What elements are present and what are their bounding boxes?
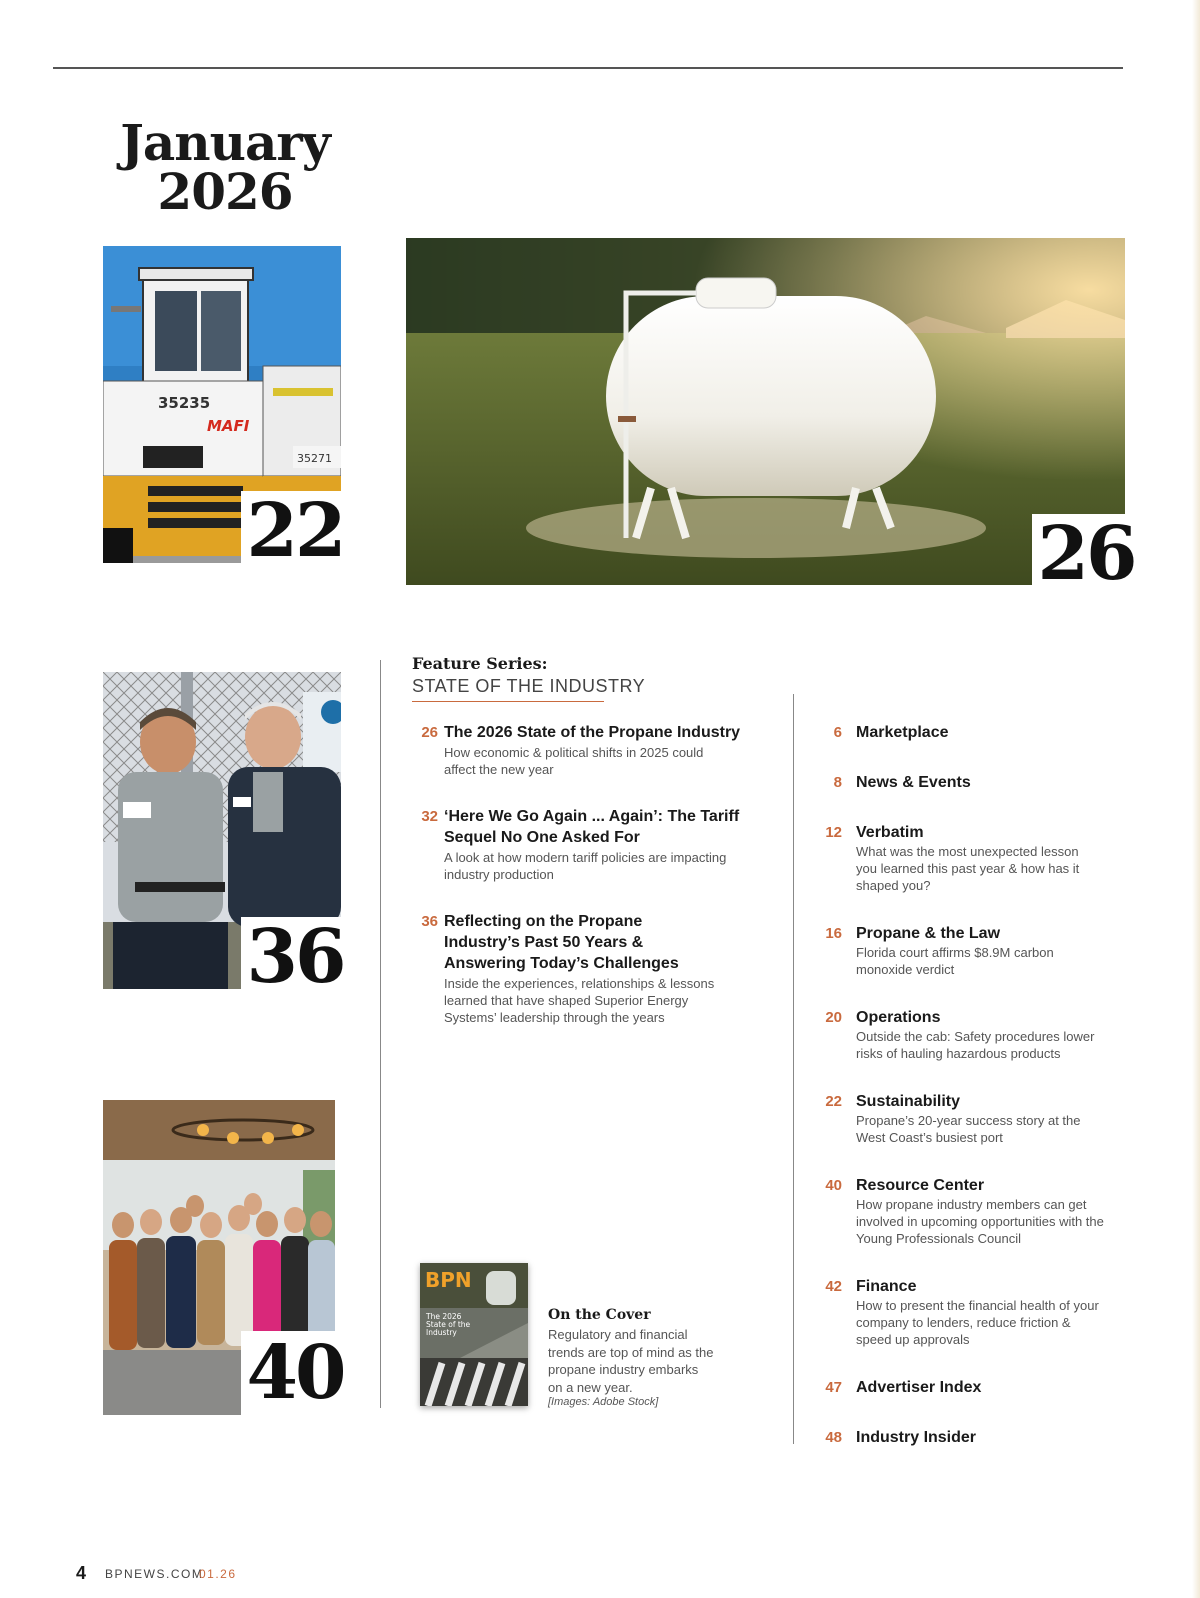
page-number-36: 36 [241, 917, 349, 997]
cover-description: Regulatory and financial trends are top of mind as the propane industry embarks on a new year. [548, 1327, 714, 1395]
dept-page-number: 48 [825, 1429, 842, 1446]
dept-title[interactable]: Operations [856, 1009, 941, 1026]
feature-title[interactable]: ‘Here We Go Again ... Again’: The Tariff Sequel No One Asked For [444, 808, 740, 846]
cover-image-credit: [Images: Adobe Stock] [548, 1396, 659, 1408]
folio-page-number: 4 [76, 1563, 87, 1583]
column-rule-right [793, 694, 794, 1444]
feature-title[interactable]: The 2026 State of the Propane Industry [444, 724, 741, 741]
cover-thumbnail[interactable] [420, 1263, 528, 1406]
column-rule-left [380, 660, 381, 1408]
dept-page-number: 20 [825, 1009, 842, 1026]
dept-title[interactable]: Verbatim [856, 824, 924, 841]
feature-desc: How economic & political shifts in 2025 could affect the new year [444, 745, 704, 777]
dept-title[interactable]: News & Events [856, 774, 971, 791]
page-number-40: 40 [241, 1331, 349, 1415]
cover-headline-2: State of the [426, 1320, 471, 1329]
dept-title[interactable]: Propane & the Law [856, 925, 1001, 942]
dept-title[interactable]: Sustainability [856, 1093, 961, 1110]
dept-desc: Propane’s 20-year success story at the West Coast’s busiest port [856, 1113, 1081, 1145]
truck-number: 35235 [158, 394, 211, 412]
cover-headline-1: The 2026 [426, 1312, 462, 1321]
feature-series-subheading: STATE OF THE INDUSTRY [412, 676, 646, 696]
feature-desc: A look at how modern tariff policies are impacting industry production [444, 850, 727, 882]
folio-website[interactable]: BPNEWS.COM [105, 1567, 204, 1581]
feature-series-underline [412, 701, 604, 702]
page-number-26: 26 [1032, 514, 1140, 594]
dept-page-number: 47 [825, 1379, 842, 1396]
dept-title[interactable]: Resource Center [856, 1177, 985, 1194]
page-number-22: 22 [241, 491, 349, 571]
dept-desc: How propane industry members can get involved in upcoming opportunities with the Young Professionals Council [856, 1197, 1104, 1246]
dept-desc: How to present the financial health of your company to lenders, reduce friction & speed up approvals [856, 1298, 1099, 1347]
feature-page-number: 26 [421, 724, 438, 741]
cover-headline-3: Industry [426, 1328, 457, 1337]
cover-logo: BPN [425, 1268, 472, 1292]
dept-page-number: 12 [825, 824, 842, 841]
dept-desc: What was the most unexpected lesson you learned this past year & how has it shaped you? [856, 844, 1080, 893]
top-rule [53, 67, 1123, 69]
folio-issue: 01.26 [199, 1567, 237, 1581]
issue-year: 2026 [157, 162, 293, 221]
dept-title[interactable]: Advertiser Index [856, 1379, 982, 1396]
dept-page-number: 16 [825, 925, 842, 942]
truck-number-2: 35271 [297, 452, 332, 465]
feature-page-number: 36 [421, 913, 438, 930]
dept-title[interactable]: Marketplace [856, 724, 949, 741]
dept-desc: Outside the cab: Safety procedures lower risks of hauling hazardous products [856, 1029, 1095, 1061]
feature-series-heading: Feature Series: [412, 654, 548, 673]
cover-title: On the Cover [548, 1307, 651, 1323]
page-edge [1192, 0, 1200, 1598]
feature-desc: Inside the experiences, relationships & lessons learned that have shaped Superior Energy Systems’ leadership through the years [444, 976, 715, 1025]
feature-page-number: 32 [421, 808, 438, 825]
truck-brand: MAFI [207, 417, 250, 435]
dept-page-number: 40 [825, 1177, 842, 1194]
issue-month: January [120, 113, 330, 172]
dept-page-number: 22 [825, 1093, 842, 1110]
dept-page-number: 6 [833, 724, 842, 741]
dept-page-number: 8 [833, 774, 842, 791]
issue-date [100, 113, 350, 221]
photo-propane-tank[interactable] [406, 238, 1125, 585]
dept-desc: Florida court affirms $8.9M carbon monoxide verdict [856, 945, 1054, 977]
dept-title[interactable]: Industry Insider [856, 1429, 977, 1446]
feature-title[interactable]: Reflecting on the Propane Industry’s Past 50 Years & Answering Today’s Challenges [444, 913, 679, 972]
dept-title[interactable]: Finance [856, 1278, 917, 1295]
dept-page-number: 42 [825, 1278, 842, 1295]
